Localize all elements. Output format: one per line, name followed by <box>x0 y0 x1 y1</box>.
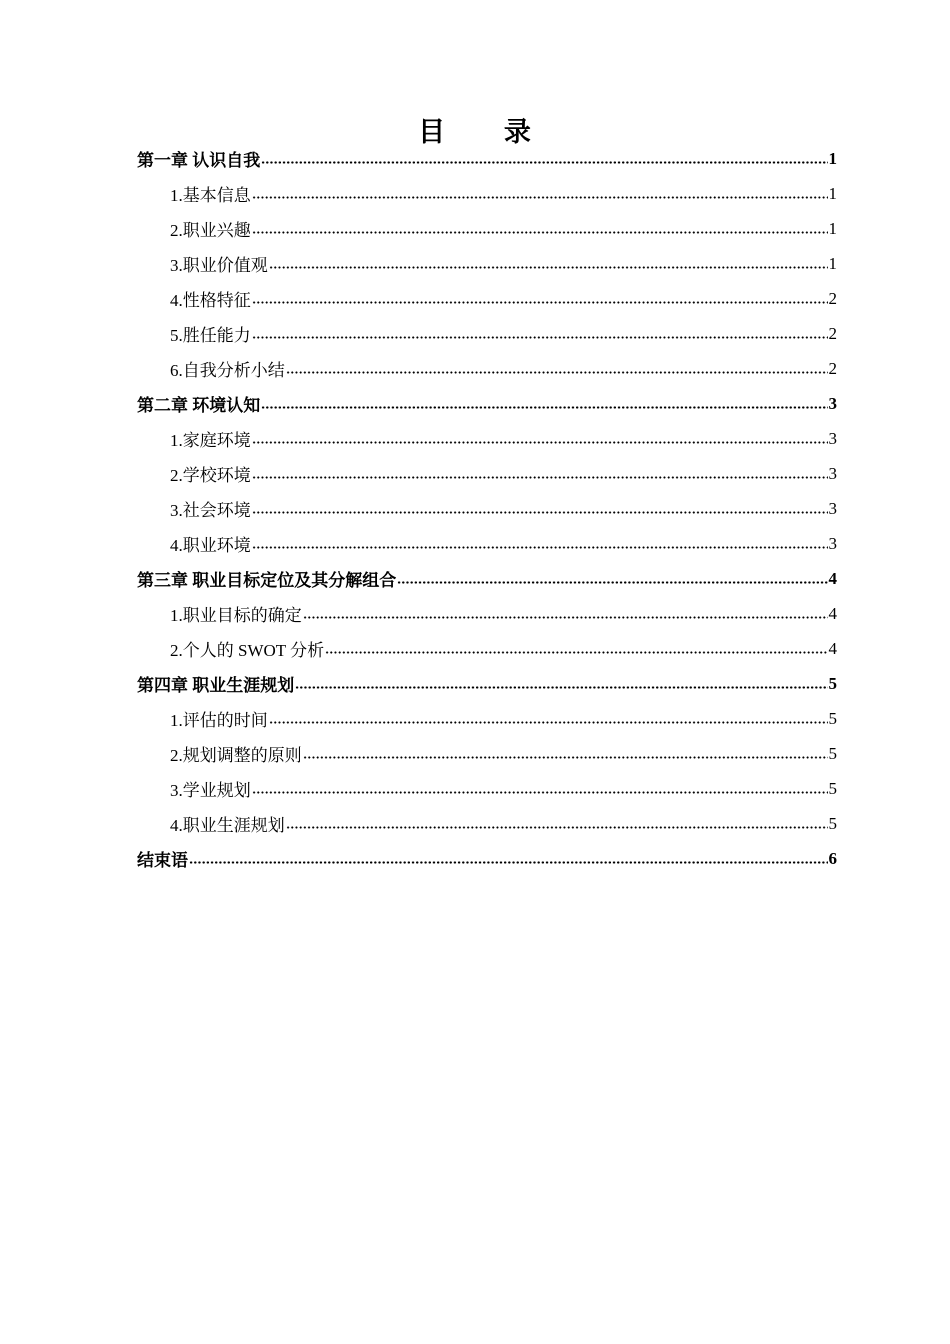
toc-entry-label: 2.学校环境 <box>170 466 251 485</box>
toc-entry-label: 4.职业生涯规划 <box>170 816 285 835</box>
toc-page-number: 4 <box>828 638 837 658</box>
toc-entry[interactable] <box>137 491 837 526</box>
toc-entry-label: 1.家庭环境 <box>170 431 251 450</box>
toc-entry-label: 1.评估的时间 <box>170 711 268 730</box>
toc-page-number: 1 <box>828 253 837 273</box>
toc-dot-leader <box>295 686 827 689</box>
toc-entry[interactable] <box>137 351 837 386</box>
toc-entry-label: 1.职业目标的确定 <box>170 606 302 625</box>
toc-dot-leader <box>252 476 828 479</box>
toc-entry[interactable] <box>137 561 837 596</box>
toc-entry-label: 结束语 <box>137 851 188 870</box>
toc-entry[interactable] <box>137 421 837 456</box>
toc-page-number: 4 <box>828 568 837 588</box>
toc-entry-label: 1.基本信息 <box>170 186 251 205</box>
toc-entry-label: 5.胜任能力 <box>170 326 251 345</box>
toc-entry-label: 2.个人的 SWOT 分析 <box>170 641 325 660</box>
toc-entry-label: 3.学业规划 <box>170 781 251 800</box>
toc-entry-label: 2.职业兴趣 <box>170 221 251 240</box>
toc-dot-leader <box>252 441 828 444</box>
toc-page-number: 3 <box>828 463 837 483</box>
toc-dot-leader <box>269 721 828 724</box>
toc-entry-label: 3.社会环境 <box>170 501 251 520</box>
toc-page-number: 3 <box>828 533 837 553</box>
toc-dot-leader <box>252 231 828 234</box>
toc-entry[interactable] <box>137 211 837 246</box>
toc-page-number: 1 <box>828 218 837 238</box>
toc-entry[interactable] <box>137 526 837 561</box>
toc-page-number: 6 <box>828 848 837 868</box>
toc-list <box>137 141 837 876</box>
toc-dot-leader <box>189 861 828 864</box>
toc-entry-label: 3.职业价值观 <box>170 256 268 275</box>
toc-entry-label: 4.性格特征 <box>170 291 251 310</box>
toc-dot-leader <box>325 651 827 654</box>
toc-page-number: 2 <box>828 323 837 343</box>
toc-dot-leader <box>252 546 828 549</box>
toc-page-number: 1 <box>828 183 837 203</box>
toc-dot-leader <box>261 161 827 164</box>
toc-entry-label: 2.规划调整的原则 <box>170 746 302 765</box>
toc-page-number: 3 <box>828 393 837 413</box>
toc-page-number: 3 <box>828 428 837 448</box>
toc-dot-leader <box>252 511 828 514</box>
toc-entry[interactable] <box>137 806 837 841</box>
toc-page-number: 4 <box>828 603 837 623</box>
toc-page-number: 2 <box>828 288 837 308</box>
toc-entry-label: 6.自我分析小结 <box>170 361 285 380</box>
toc-entry[interactable] <box>137 246 837 281</box>
toc-page-number: 5 <box>828 778 837 798</box>
toc-page-number: 5 <box>828 813 837 833</box>
toc-entry[interactable] <box>137 701 837 736</box>
toc-entry[interactable] <box>137 281 837 316</box>
toc-page-number: 5 <box>828 673 837 693</box>
toc-entry[interactable] <box>137 141 837 176</box>
toc-entry[interactable] <box>137 596 837 631</box>
toc-page-number: 2 <box>828 358 837 378</box>
toc-dot-leader <box>252 791 828 794</box>
toc-entry-label: 第一章 认识自我 <box>137 151 261 170</box>
toc-entry[interactable] <box>137 841 837 876</box>
toc-entry-label: 4.职业环境 <box>170 536 251 555</box>
toc-page-number: 3 <box>828 498 837 518</box>
toc-dot-leader <box>286 371 828 374</box>
toc-dot-leader <box>269 266 828 269</box>
toc-dot-leader <box>252 336 828 339</box>
toc-entry[interactable] <box>137 631 837 666</box>
toc-entry-label: 第二章 环境认知 <box>137 396 261 415</box>
toc-dot-leader <box>286 826 828 829</box>
toc-entry[interactable] <box>137 316 837 351</box>
toc-entry-label: 第三章 职业目标定位及其分解组合 <box>137 571 397 590</box>
toc-entry-label: 第四章 职业生涯规划 <box>137 676 295 695</box>
toc-page-number: 5 <box>828 743 837 763</box>
toc-dot-leader <box>303 756 828 759</box>
toc-title: 目 录 <box>418 117 557 147</box>
toc-entry[interactable] <box>137 456 837 491</box>
toc-entry[interactable] <box>137 386 837 421</box>
toc-entry[interactable] <box>137 176 837 211</box>
toc-entry[interactable] <box>137 666 837 701</box>
toc-dot-leader <box>261 406 827 409</box>
toc-dot-leader <box>303 616 828 619</box>
toc-entry[interactable] <box>137 771 837 806</box>
toc-dot-leader <box>397 581 827 584</box>
toc-dot-leader <box>252 196 828 199</box>
toc-entry[interactable] <box>137 736 837 771</box>
toc-page-number: 1 <box>828 148 837 168</box>
toc-dot-leader <box>252 301 828 304</box>
toc-page-number: 5 <box>828 708 837 728</box>
